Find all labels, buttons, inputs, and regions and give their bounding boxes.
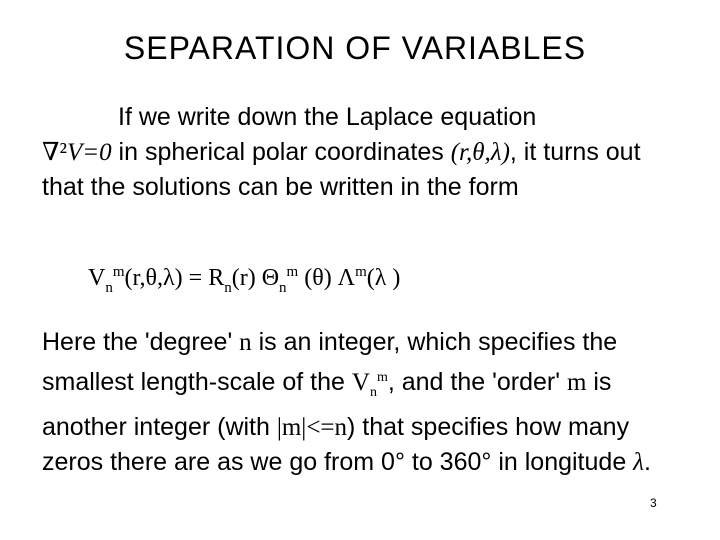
- degree-symbol: n: [239, 329, 252, 356]
- eq-Lambda-sup: m: [355, 264, 367, 280]
- laplace-equation: V=0: [66, 139, 112, 166]
- intro-mid-text: in spherical polar coordinates: [111, 138, 451, 166]
- slide-title: SEPARATION OF VARIABLES: [123, 30, 587, 66]
- eq-V: V: [88, 265, 106, 291]
- body-text-3: , and the 'order': [387, 368, 567, 396]
- page-number: 3: [650, 496, 657, 510]
- eq-args3: (θ) Λ: [298, 265, 356, 291]
- intro-tail-text: , it turns out that the solutions can be written in the form: [42, 138, 641, 201]
- separation-equation: [88, 264, 400, 297]
- body-text-5: ) that specifies how many zeros there are as we go from 0° to 360° in longitude: [42, 413, 634, 476]
- body-V-sub: n: [369, 385, 377, 400]
- body-V-sup: m: [376, 370, 388, 385]
- body-paragraph: [42, 325, 682, 480]
- eq-args4: (λ ): [366, 265, 401, 291]
- body-text-4: is another integer (with: [42, 368, 612, 441]
- eq-args1: (r,θ,λ) = R: [124, 265, 225, 291]
- body-text-2: is an integer, which specifies the smallest length-scale of the: [42, 328, 618, 396]
- body-text-1: Here the 'degree': [42, 328, 240, 356]
- eq-V-sup: m: [112, 264, 125, 280]
- eq-Theta-sub: n: [279, 280, 287, 296]
- laplacian-operator: ∇²: [42, 139, 67, 166]
- eq-Theta-sup: m: [286, 264, 299, 280]
- body-text-6: .: [644, 448, 651, 476]
- eq-R-sub: n: [224, 280, 232, 296]
- body-V: V: [351, 369, 370, 396]
- coordinates: (r,θ,λ): [450, 139, 510, 166]
- longitude-lambda: λ: [633, 449, 644, 476]
- order-symbol: m: [566, 369, 587, 396]
- intro-line1: If we write down the Laplace equation: [118, 103, 537, 131]
- eq-args2: (r) Θ: [231, 265, 280, 291]
- intro-paragraph: [42, 100, 682, 205]
- eq-V-sub: n: [105, 280, 113, 296]
- order-condition: |m|<=n: [276, 414, 348, 441]
